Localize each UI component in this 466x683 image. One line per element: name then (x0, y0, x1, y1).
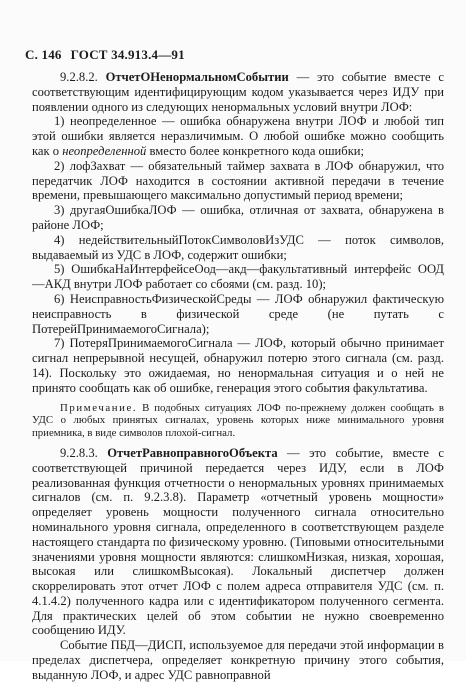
section-body: — это событие, вместе с соответствующей причиной передается через ИДУ, если в ЛОФ реализованная функция отчетности о ненормальных уровнях принимаемых сигналов (см. п. 9.2.3.8). Параметр «отчетный уровень мощности» определяет уровень мощности полученного сигнала относительно номинального уровня сигнала, определенного в соответствующем разделе настоящего стандарта по физическому уровню. (Типовыми относительными значениями уровня мощности являются: слишкомНизкая, низкая, хорошая, высокая или слишкомВысокая). Локальный диспетчер должен скоррелировать этот отчет ЛОФ с полем адреса отправителя УДС (см. п. 4.1.4.2) полученного кадра или с идентификатором полученного сегмента. Для практических целей об этом событии не нужно своевременно сообщению ИДУ. (32, 445, 444, 638)
note-paragraph (32, 402, 444, 440)
list-item: 1) неопределенное — ошибка обнаружена внутри ЛОФ и любой тип этой ошибки является неразличимым. О любой ошибке можно сообщить как о неопределенной вместо более конкретного кода ошибки; (32, 114, 444, 158)
standard-code: ГОСТ 34.913.4—91 (70, 47, 185, 62)
page-number: С. 146 (25, 47, 62, 62)
section-number: 9.2.8.2. (60, 70, 98, 84)
list-item: 5) ОшибкаНаИнтерфейсеОод—акд—факультативный интерфейс ООД—АКД внутри ЛОФ работает со сбоями (см. разд. 10); (32, 262, 444, 292)
list-item: 7) ПотеряПринимаемогоСигнала — ЛОФ, который обычно принимает сигнал непрерывной несущей, обнаружил потерю этого сигнала (см. разд. 14). Поскольку это ожидаемая, но ненормальная ситуация и о ней не принято сообщать как об ошибке, генерация этого события факультатива. (32, 336, 444, 395)
section-9-2-8-3-paragraph (32, 446, 444, 638)
closing-paragraph: Событие ПБД—ДИСП, используемое для передачи этой информации в пределах диспетчера, определяет конкретную причину этого события, выданную ЛОФ, и адрес УДС равноправной (32, 638, 444, 682)
emphasis-text: неопределенной (62, 143, 147, 158)
section-term: ОтчетРавноправногоОбъекта (107, 445, 278, 460)
list-item: 3) другаяОшибкаЛОФ — ошибка, отличная от захвата, обнаружена в районе ЛОФ; (32, 203, 444, 232)
section-term: ОтчетОНенормальномСобытии (105, 70, 289, 84)
note-label: Примечание. (60, 401, 138, 414)
section-intro: — это событие вместе с соответствующим идентифицирующим кодом указывается через ИДУ при появлении одного из следующих ненормальных условий внутри ЛОФ: (32, 70, 444, 114)
section-9-2-8-2-paragraph (32, 70, 444, 114)
list-item: 6) НеисправностьФизическойСреды — ЛОФ обнаружил фактическую неисправность в физической среде (не путать с ПотерейПринимаемогоСигнала); (32, 291, 444, 336)
note-text: В подобных ситуациях ЛОФ по-прежнему должен сообщать в УДС о любых принятых сигналах, уровень которых ниже минимального уровня приемника, в виде символов плохой-сигнал. (32, 401, 444, 440)
page-header (25, 47, 185, 63)
section-number: 9.2.8.3. (60, 445, 98, 460)
list-item: 2) лофЗахват — обязательный таймер захвата в ЛОФ обнаружил, что передатчик ЛОФ находится в состоянии активной передачи в течение времени, превышающего максимально допустимый период времени; (32, 158, 444, 203)
document-body (32, 70, 444, 683)
list-item: 4) недействительныйПотокСимволовИзУДС — поток символов, выдаваемый из УДС в ЛОФ, содержит ошибки; (32, 232, 444, 262)
